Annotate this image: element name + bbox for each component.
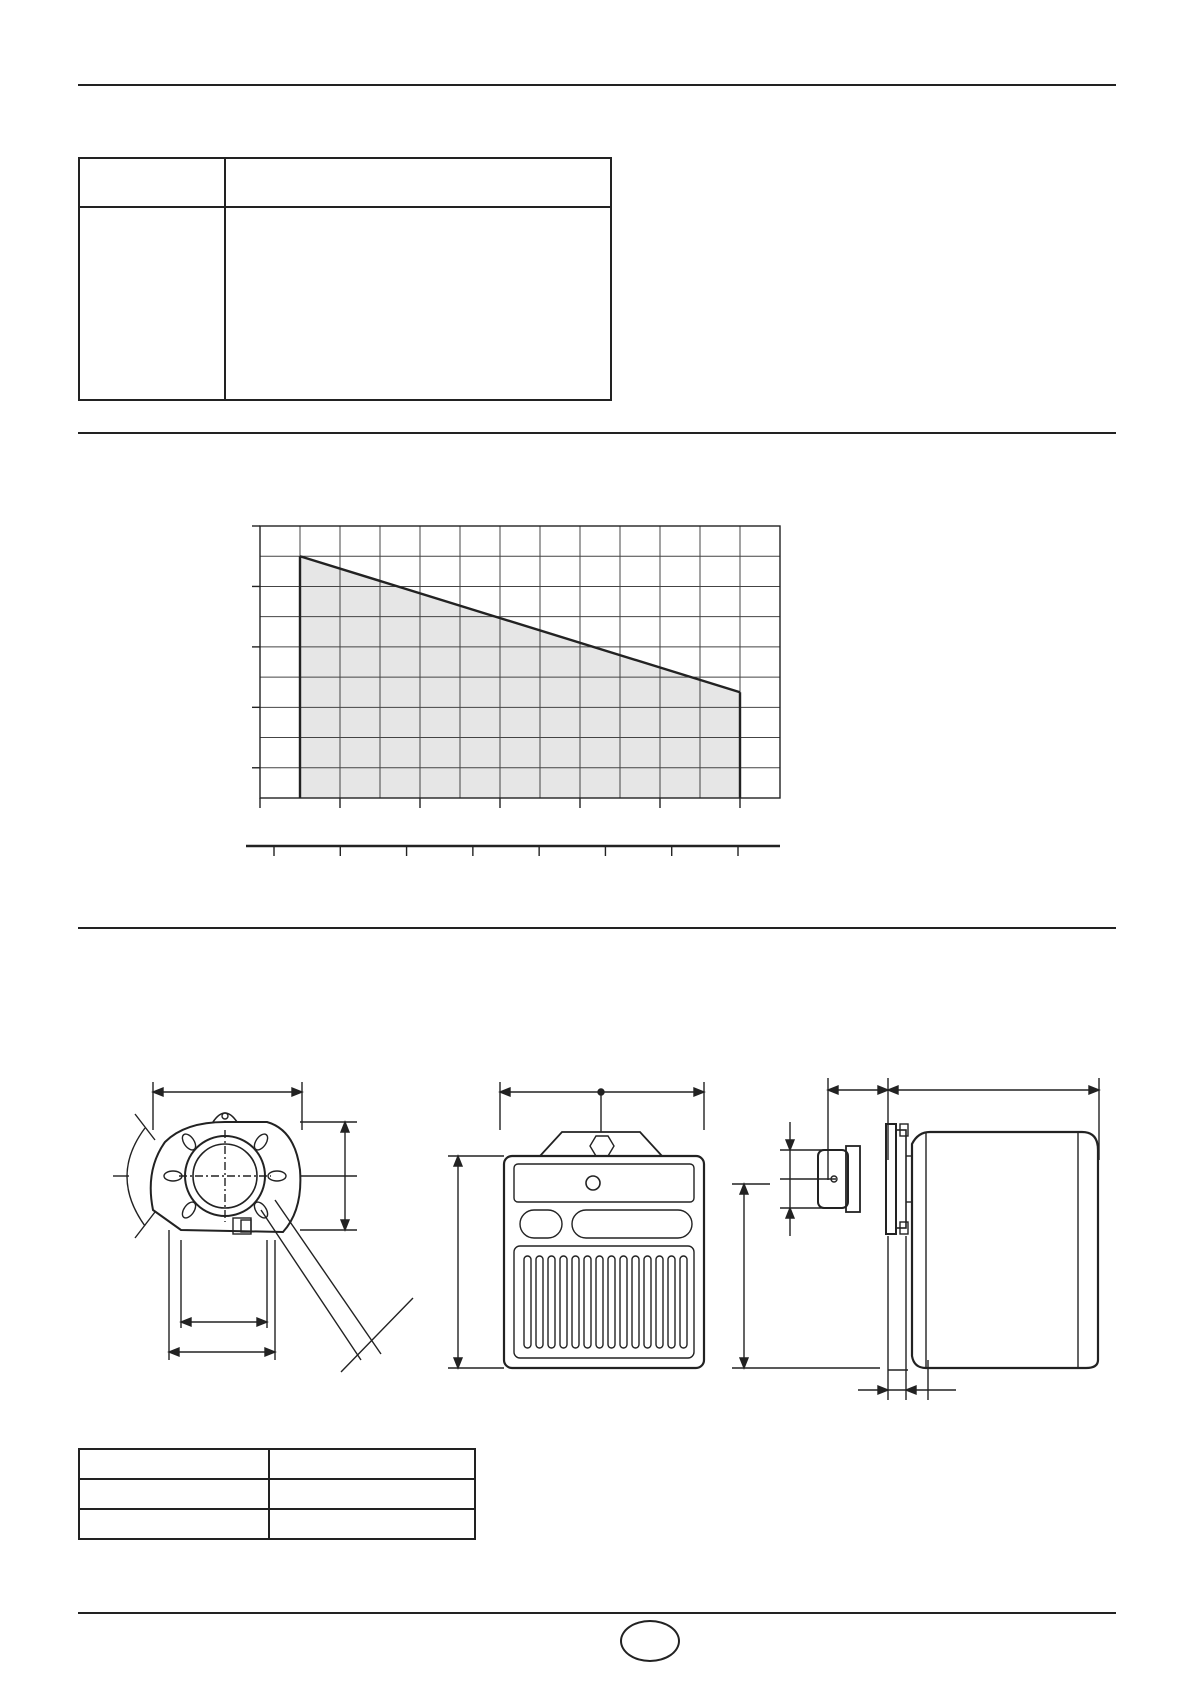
burner-front-view-drawing (95, 1060, 435, 1380)
dimension-table-cell (80, 1450, 268, 1478)
spec-table-body-cell (226, 208, 610, 398)
spec-table-header-cell (80, 159, 224, 206)
spec-table-body-cell (80, 208, 224, 398)
spec-table-header-cell (226, 159, 610, 206)
dimension-table-cell (270, 1480, 474, 1508)
page-number-badge (620, 1620, 680, 1662)
dimension-table-cell (270, 1450, 474, 1478)
dimension-table-cell (80, 1510, 268, 1538)
dimension-table-cell (270, 1510, 474, 1538)
dimension-table (78, 1448, 476, 1540)
spec-table (78, 157, 612, 401)
firing-range-chart (230, 510, 810, 840)
section-rule-top (78, 84, 1116, 86)
vent-slots (524, 1256, 687, 1348)
section-rule-chart (78, 432, 1116, 434)
dimension-table-cell (80, 1480, 268, 1508)
burner-side-view-drawing (440, 1060, 730, 1380)
section-rule-dimensions (78, 927, 1116, 929)
burner-profile-view-drawing (740, 1060, 1120, 1380)
section-rule-footer (78, 1612, 1116, 1614)
